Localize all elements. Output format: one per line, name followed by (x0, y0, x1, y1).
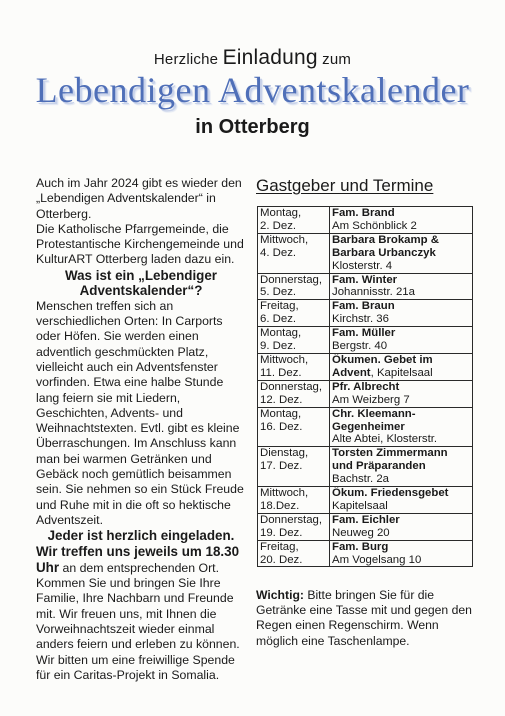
weekday: Montag, (260, 327, 302, 340)
table-row (258, 233, 473, 273)
weekday: Mittwoch, (260, 353, 309, 366)
date-cell (258, 380, 330, 407)
host-name: Barbara Brokamp & Barbara Urbanczyk (332, 233, 439, 259)
date: 6. Dez. (260, 313, 297, 326)
host-cell (330, 513, 473, 540)
table-row (258, 447, 473, 487)
important-text: Bitte bringen Sie für die Getränke eine Tasse mit und gegen den Regen einen Regenschirm. Wenn möglich eine Taschenlampe. (256, 588, 472, 648)
host-cell (330, 540, 473, 567)
intro-organizers: Die Katholische Pfarrgemeinde, die Protestantische Kirchengemeinde und KulturART Otterberg laden dazu ein. (36, 221, 244, 267)
host-cell (330, 300, 473, 327)
date: 11. Dez. (260, 366, 302, 379)
host-address: Bergstr. 40 (332, 340, 388, 353)
date: 16. Dez. (260, 420, 303, 433)
date-cell (258, 447, 330, 487)
date-cell (258, 207, 330, 234)
weekday: Dienstag, (260, 447, 309, 460)
host-cell (330, 273, 473, 300)
host-name: Pfr. Albrecht (332, 380, 400, 393)
host-address: Kirchstr. 36 (332, 313, 389, 326)
date-cell (258, 233, 330, 273)
date-cell (258, 540, 330, 567)
header-big-word: Einladung (222, 46, 318, 69)
question-heading: Was ist ein „Lebendiger Adventskalender“? (64, 267, 218, 299)
date: 19. Dez. (260, 526, 303, 539)
weekday: Donnerstag, (260, 273, 323, 286)
host-name: Fam. Braun (332, 300, 395, 313)
header-invitation-line (0, 46, 505, 70)
host-address: , Kapitelsaal (370, 366, 433, 379)
host-name: Ökum. Friedensgebet (332, 487, 449, 500)
table-row (258, 300, 473, 327)
date: 4. Dez. (260, 246, 297, 259)
page-title: Lebendigen Adventskalender (35, 70, 470, 110)
weekday: Donnerstag, (260, 513, 323, 526)
table-row (258, 513, 473, 540)
date-cell (258, 273, 330, 300)
weekday: Freitag, (260, 300, 299, 313)
weekday: Montag, (260, 207, 302, 219)
date: 5. Dez. (260, 286, 297, 299)
place-title: in Otterberg (195, 116, 310, 138)
host-cell (330, 233, 473, 273)
table-row (258, 273, 473, 300)
weekday: Donnerstag, (260, 380, 323, 393)
host-address: Am Weizberg 7 (332, 393, 410, 406)
date: 9. Dez. (260, 340, 297, 353)
date-cell (258, 353, 330, 380)
date-cell (258, 487, 330, 514)
date: 18.Dez. (260, 499, 300, 512)
schedule-table (257, 206, 473, 567)
host-address: Alte Abtei, Klosterstr. (332, 433, 438, 446)
weekday: Mittwoch, (260, 233, 309, 246)
host-name: Fam. Brand (332, 207, 395, 219)
host-address: Am Vogelsang 10 (332, 553, 422, 566)
host-address: Kapitelsaal (332, 499, 388, 512)
host-name: Fam. Müller (332, 327, 396, 340)
host-cell (330, 207, 473, 234)
date-cell (258, 513, 330, 540)
host-cell (330, 407, 473, 447)
host-name: Fam. Burg (332, 540, 389, 553)
date: 20. Dez. (260, 553, 303, 566)
weekday: Mittwoch, (260, 487, 309, 500)
schedule-title: Gastgeber und Termine (256, 176, 434, 195)
host-address: Bachstr. 2a (332, 473, 389, 486)
host-name: Fam. Winter (332, 273, 398, 286)
host-address: Neuweg 20 (332, 526, 390, 539)
table-row (258, 407, 473, 447)
host-name: Chr. Kleemann-Gegenheimer (332, 407, 416, 433)
host-cell (330, 380, 473, 407)
left-column (36, 176, 246, 683)
table-row (258, 207, 473, 234)
weekday: Freitag, (260, 540, 299, 553)
date: 12. Dez. (260, 393, 303, 406)
host-name: Fam. Eichler (332, 513, 400, 526)
host-address: Johannisstr. 21a (332, 286, 415, 299)
intro-year: Auch im Jahr 2024 gibt es wieder den „Lebendigen Adventskalender“ in Otterberg. (36, 176, 242, 221)
date-cell (258, 300, 330, 327)
date-cell (258, 327, 330, 354)
table-row (258, 487, 473, 514)
date: 17. Dez. (260, 460, 303, 473)
explanation-text: Menschen treffen sich an verschiedlichen Orten: In Carports oder Höfen. Sie werden einen adventlich geschmückten Platz, vielleicht auch ein Adventsfenster vorfinden. Etwa eine halbe Stunde lang feiern sie mit Liedern, Geschichten, Advents- und Weihnachtstexten. Evtl. gibt es kleine Überraschungen. Im Anschluss kann man bei warmen Getränken und Gebäck noch gemütlich beisammen sein. Sie nehmen so ein Stück Freude und Ruhe mit in die oft so hektische Adventszeit. (36, 298, 244, 527)
welcome-text: Jeder ist herzlich eingeladen. (47, 528, 235, 544)
table-row (258, 540, 473, 567)
important-note (256, 588, 476, 649)
host-cell (330, 353, 473, 380)
host-cell (330, 487, 473, 514)
header-suffix: zum (322, 51, 352, 68)
meeting-text (36, 544, 246, 684)
meeting-details: an dem entsprechenden Ort. Kommen Sie und bringen Sie Ihre Familie, Ihre Nachbarn und Freunde mit. Wir freuen uns, mit Ihnen die Vorweihnachtszeit wieder einmal anders feiern und erleben zu können. Wir bitten um eine freiwillige Spende für ein Caritas-Projekt in Somalia. (36, 560, 240, 682)
date: 2. Dez. (260, 219, 297, 232)
host-address: Klosterstr. 4 (332, 259, 393, 272)
important-label: Wichtig: (256, 588, 304, 602)
host-cell (330, 327, 473, 354)
meeting-time: Wir treffen uns jeweils um 18.30 Uhr (36, 543, 240, 575)
header-prefix: Herzliche (153, 51, 219, 68)
weekday: Montag, (260, 407, 302, 420)
host-cell (330, 447, 473, 487)
table-row (258, 327, 473, 354)
host-name: Ökumen. Gebet im Advent (332, 353, 433, 379)
table-row (258, 380, 473, 407)
host-address: Am Schönblick 2 (332, 219, 417, 232)
host-name: Torsten Zimmermann und Präparanden (332, 447, 448, 473)
table-row (258, 353, 473, 380)
date-cell (258, 407, 330, 447)
